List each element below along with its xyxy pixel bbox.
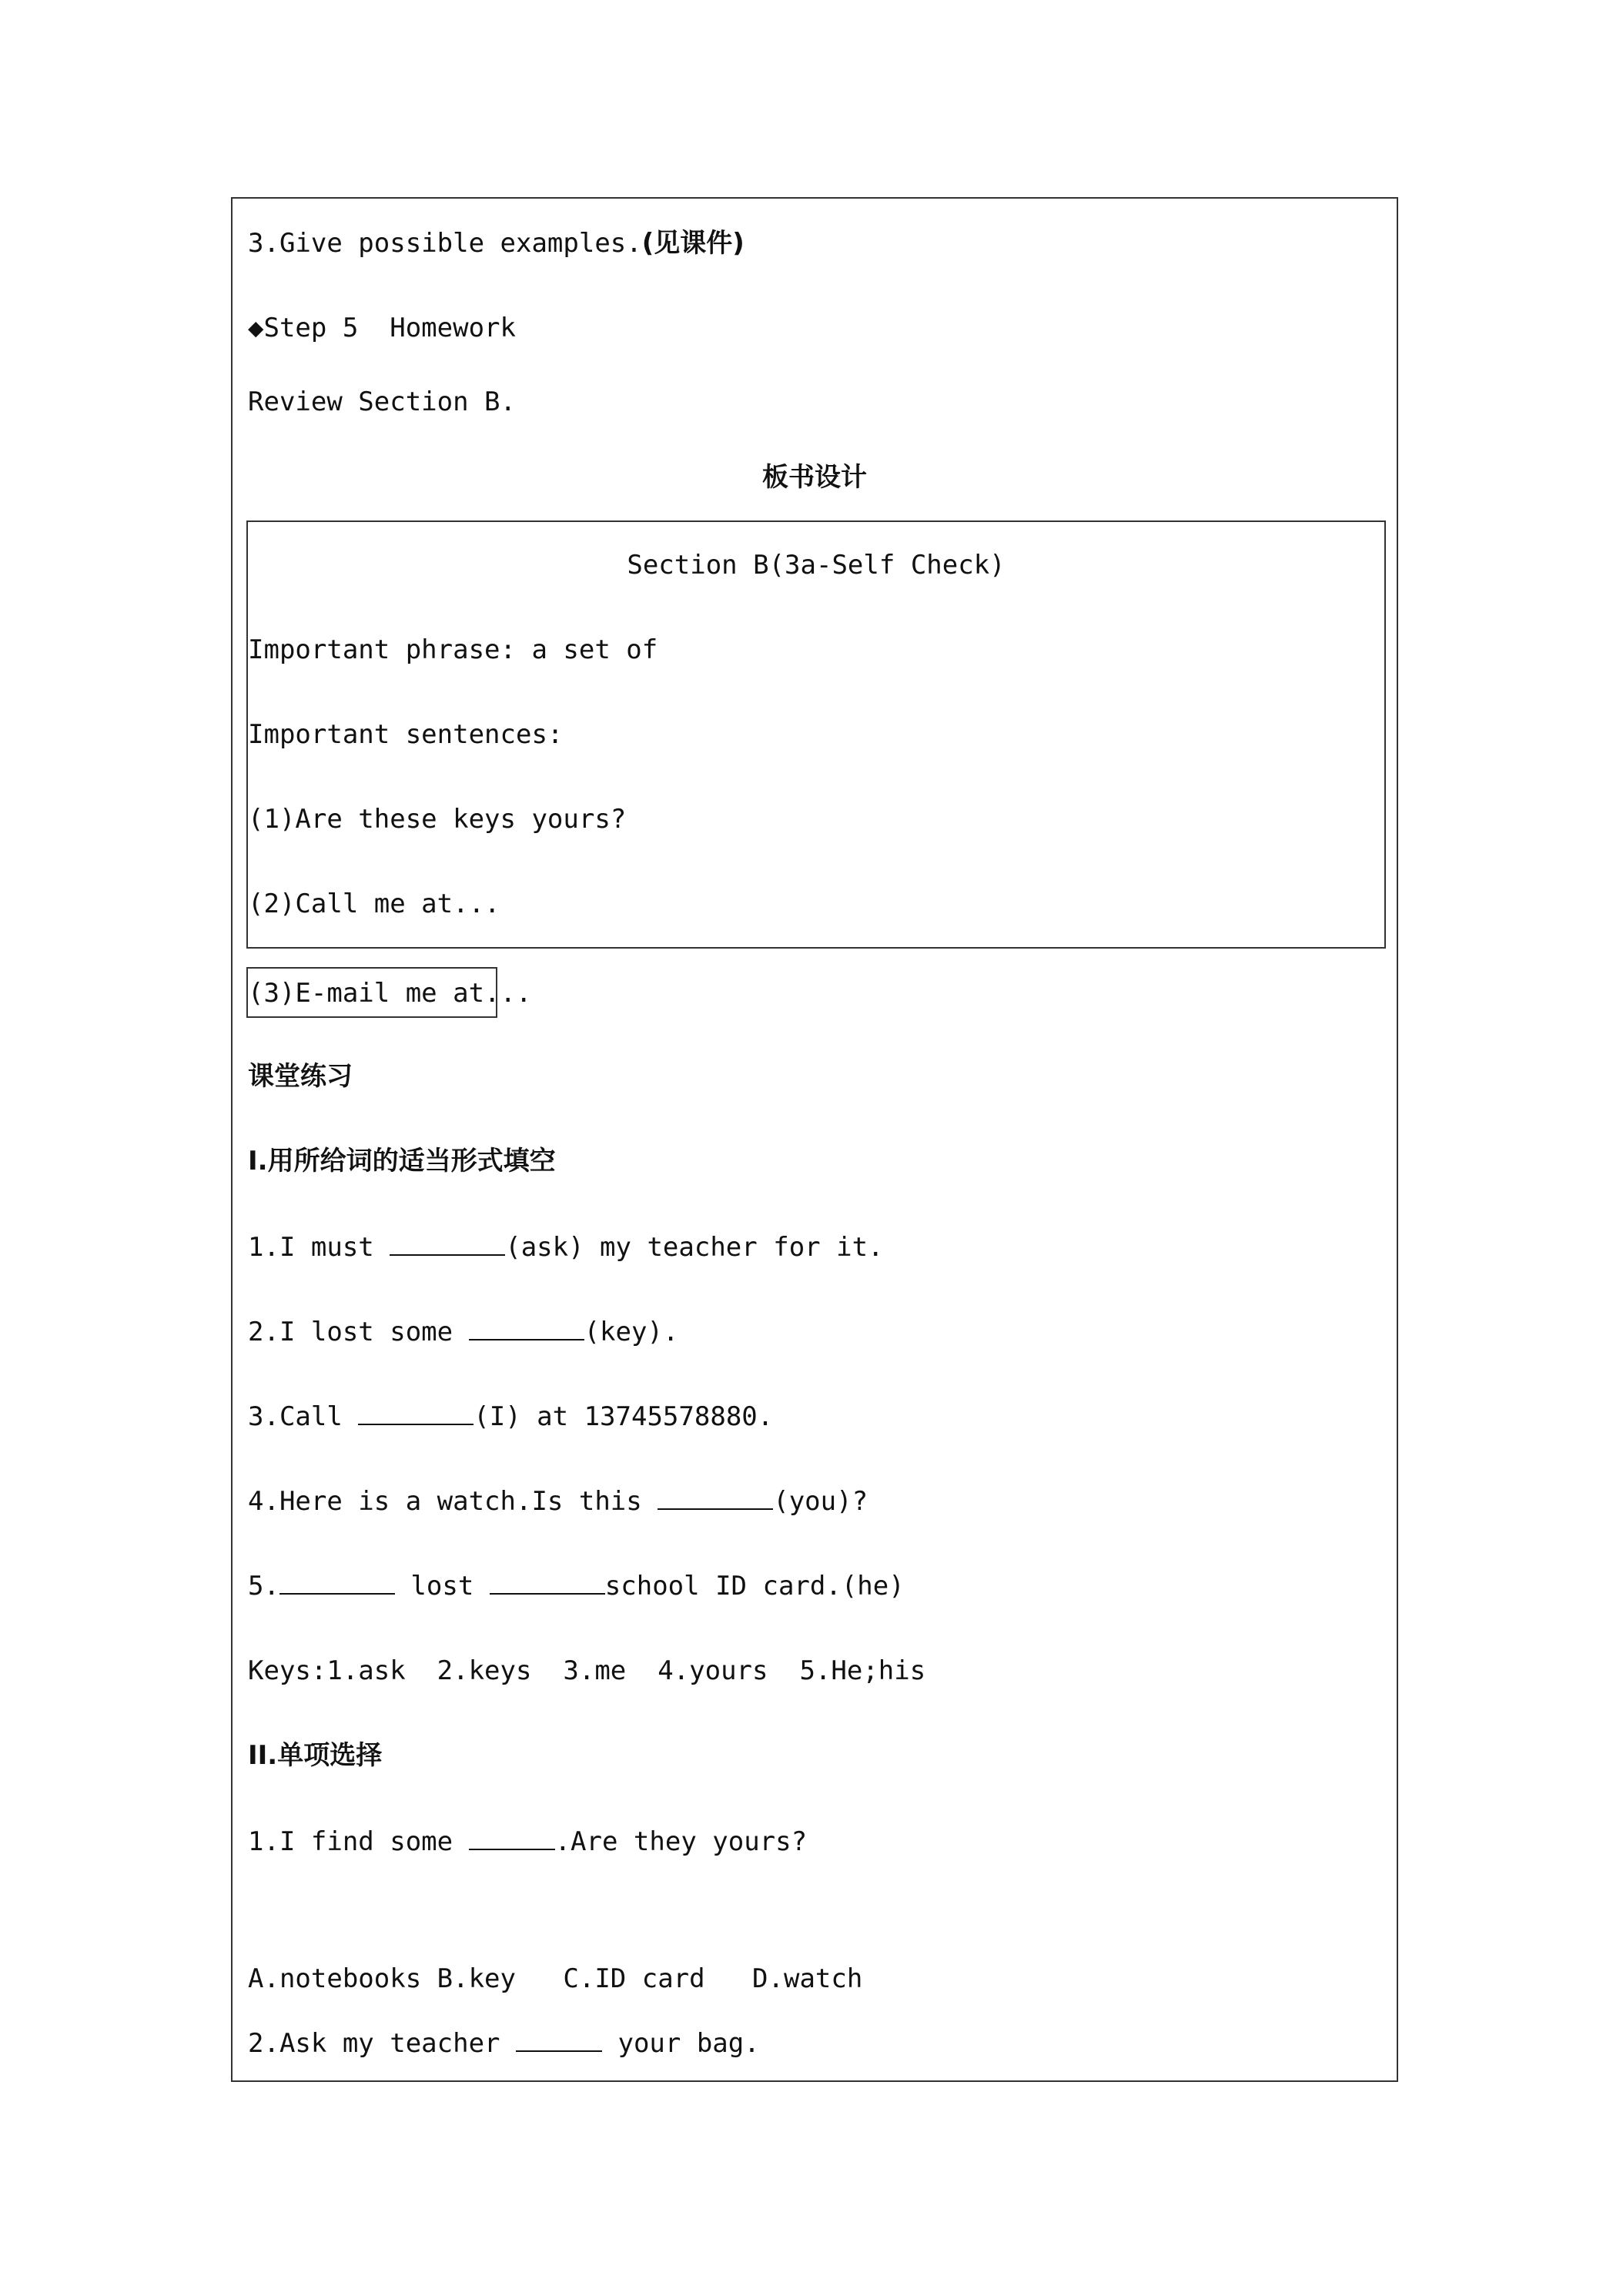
answer-blank	[279, 1570, 395, 1595]
board-important-phrase: Important phrase: a set of	[248, 634, 658, 665]
lesson-plan-table	[231, 197, 1398, 2082]
answer-blank	[358, 1401, 474, 1425]
practice-title: 课堂练习	[248, 1061, 353, 1092]
answer-blank	[469, 1826, 555, 1850]
board-sentences-label: Important sentences:	[248, 719, 564, 750]
fill-question-4: 4.Here is a watch.Is this (you)?	[248, 1486, 868, 1517]
fill-question-1: 1.I must (ask) my teacher for it.	[248, 1232, 884, 1263]
fill-question-2: 2.I lost some (key).	[248, 1317, 679, 1347]
step4-item3: 3.Give possible examples.(见课件)	[248, 228, 745, 259]
board-section-title: Section B(3a-Self Check)	[627, 550, 1006, 581]
fill-question-5: 5. lost school ID card.(he)	[248, 1571, 905, 1602]
step5-task: Review Section B.	[248, 387, 516, 417]
board-sentence-1: (1)Are these keys yours?	[248, 804, 627, 835]
board-design-title: 板书设计	[762, 462, 867, 493]
answer-blank	[490, 1570, 605, 1595]
choice-question-2: 2.Ask my teacher your bag.	[248, 2028, 760, 2059]
answer-keys: Keys:1.ask 2.keys 3.me 4.yours 5.He;his	[248, 1655, 926, 1686]
step5-heading: ◆Step 5 Homework	[248, 313, 516, 343]
board-design-box	[246, 520, 1386, 949]
choice-question-1-options: A.notebooks B.key C.ID card D.watch	[248, 1963, 863, 1994]
part1-title: I.用所给词的适当形式填空	[248, 1146, 556, 1176]
part2-title: II.单项选择	[248, 1740, 383, 1771]
answer-blank	[658, 1485, 773, 1510]
board-sentence-3-box	[246, 967, 532, 1018]
answer-blank	[390, 1231, 505, 1256]
board-sentence-2: (2)Call me at...	[248, 889, 500, 919]
answer-blank	[516, 2027, 602, 2052]
choice-question-1: 1.I find some .Are they yours?	[248, 1826, 808, 1857]
fill-question-3: 3.Call (I) at 13745578880.	[248, 1401, 774, 1432]
answer-blank	[469, 1316, 584, 1340]
board-sentence-3: (3)E-mail me at...	[248, 978, 532, 1009]
